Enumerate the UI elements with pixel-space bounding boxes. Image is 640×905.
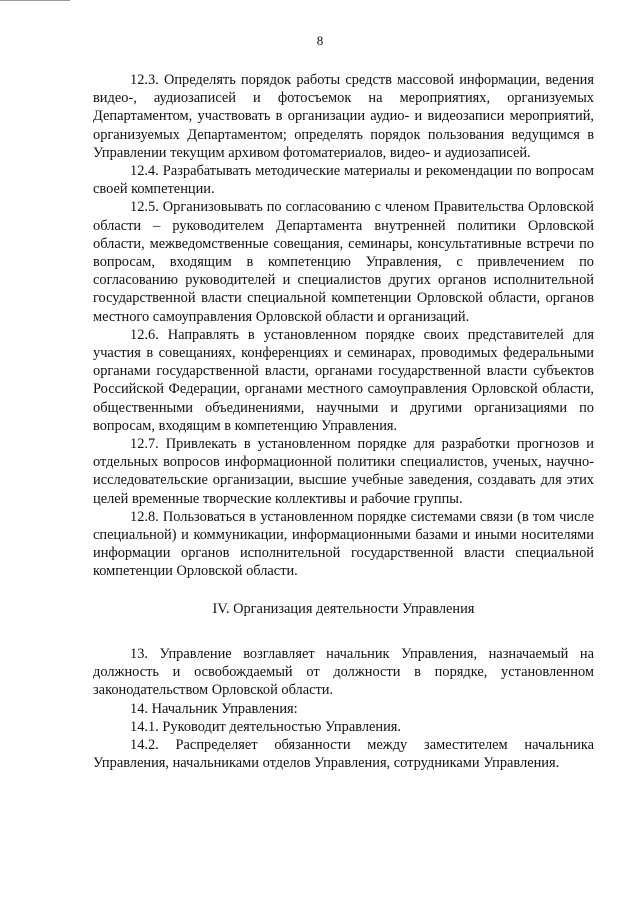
- paragraph-12-7: 12.7. Привлекать в установленном порядке для разработки прогнозов и отдельных вопросов информационной политики специалистов, ученых, научно-исследовательские организации, высшие учебные заведения, создавать для этих целей временные творческие коллективы и рабочие группы.: [93, 436, 594, 507]
- paragraph-14-2: 14.2. Распределяет обязанности между заместителем начальника Управления, начальниками отделов Управления, сотрудниками Управления.: [93, 736, 594, 772]
- section-heading: IV. Организация деятельности Управления: [212, 600, 475, 617]
- document-body: [93, 71, 594, 772]
- paragraph-12-8: 12.8. Пользоваться в установленном порядке системами связи (в том числе специальной) и коммуникации, информационными базами и иными носителями информации органов исполнительной государственной власти специальной компетенции Орловской области.: [93, 508, 594, 580]
- scan-artifact-line: [0, 0, 70, 1]
- paragraph-13: 13. Управление возглавляет начальник Управления, назначаемый на должность и освобождаемый от должности в порядке, установленном законодательством Орловской области.: [93, 645, 594, 699]
- paragraph-12-3: 12.3. Определять порядок работы средств массовой информации, ведения видео-, аудиозаписей и фотосъемок на мероприятиях, организуемых Департаментом, участвовать в организации аудио- и видеозаписи мероприятий, организуемых Департаментом; определять порядок пользования ведущимся в Управлении текущим архивом фотоматериалов, видео- и аудиозаписей.: [93, 72, 594, 161]
- paragraph-14: 14. Начальник Управления:: [130, 700, 298, 717]
- paragraph-14-1: 14.1. Руководит деятельностью Управления.: [130, 718, 402, 735]
- paragraph-12-6: 12.6. Направлять в установленном порядке своих представителей для участия в совещаниях, конференциях и семинарах, проводимых федеральными органами государственной власти, органами государственной власти субъектов Российской Федерации, органами местного самоуправления Орловской области, общественными объединениями, научными и другими организациями по вопросам, входящим в компетенцию Управления.: [93, 326, 594, 434]
- page-number: 8: [316, 33, 324, 48]
- paragraph-12-4: 12.4. Разрабатывать методические материалы и рекомендации по вопросам своей компетенции.: [93, 163, 594, 198]
- paragraph-12-5: 12.5. Организовывать по согласованию с членом Правительства Орловской области – руководителем Департамента внутренней политики Орловской области, межведомственные совещания, семинары, консультативные встречи по вопросам, входящим в компетенцию Управления, с привлечением по согласованию руководителей и специалистов других органов исполнительной государственной власти специальной компетенции Орловской области, органов местного самоуправления Орловской области и организаций.: [93, 199, 594, 325]
